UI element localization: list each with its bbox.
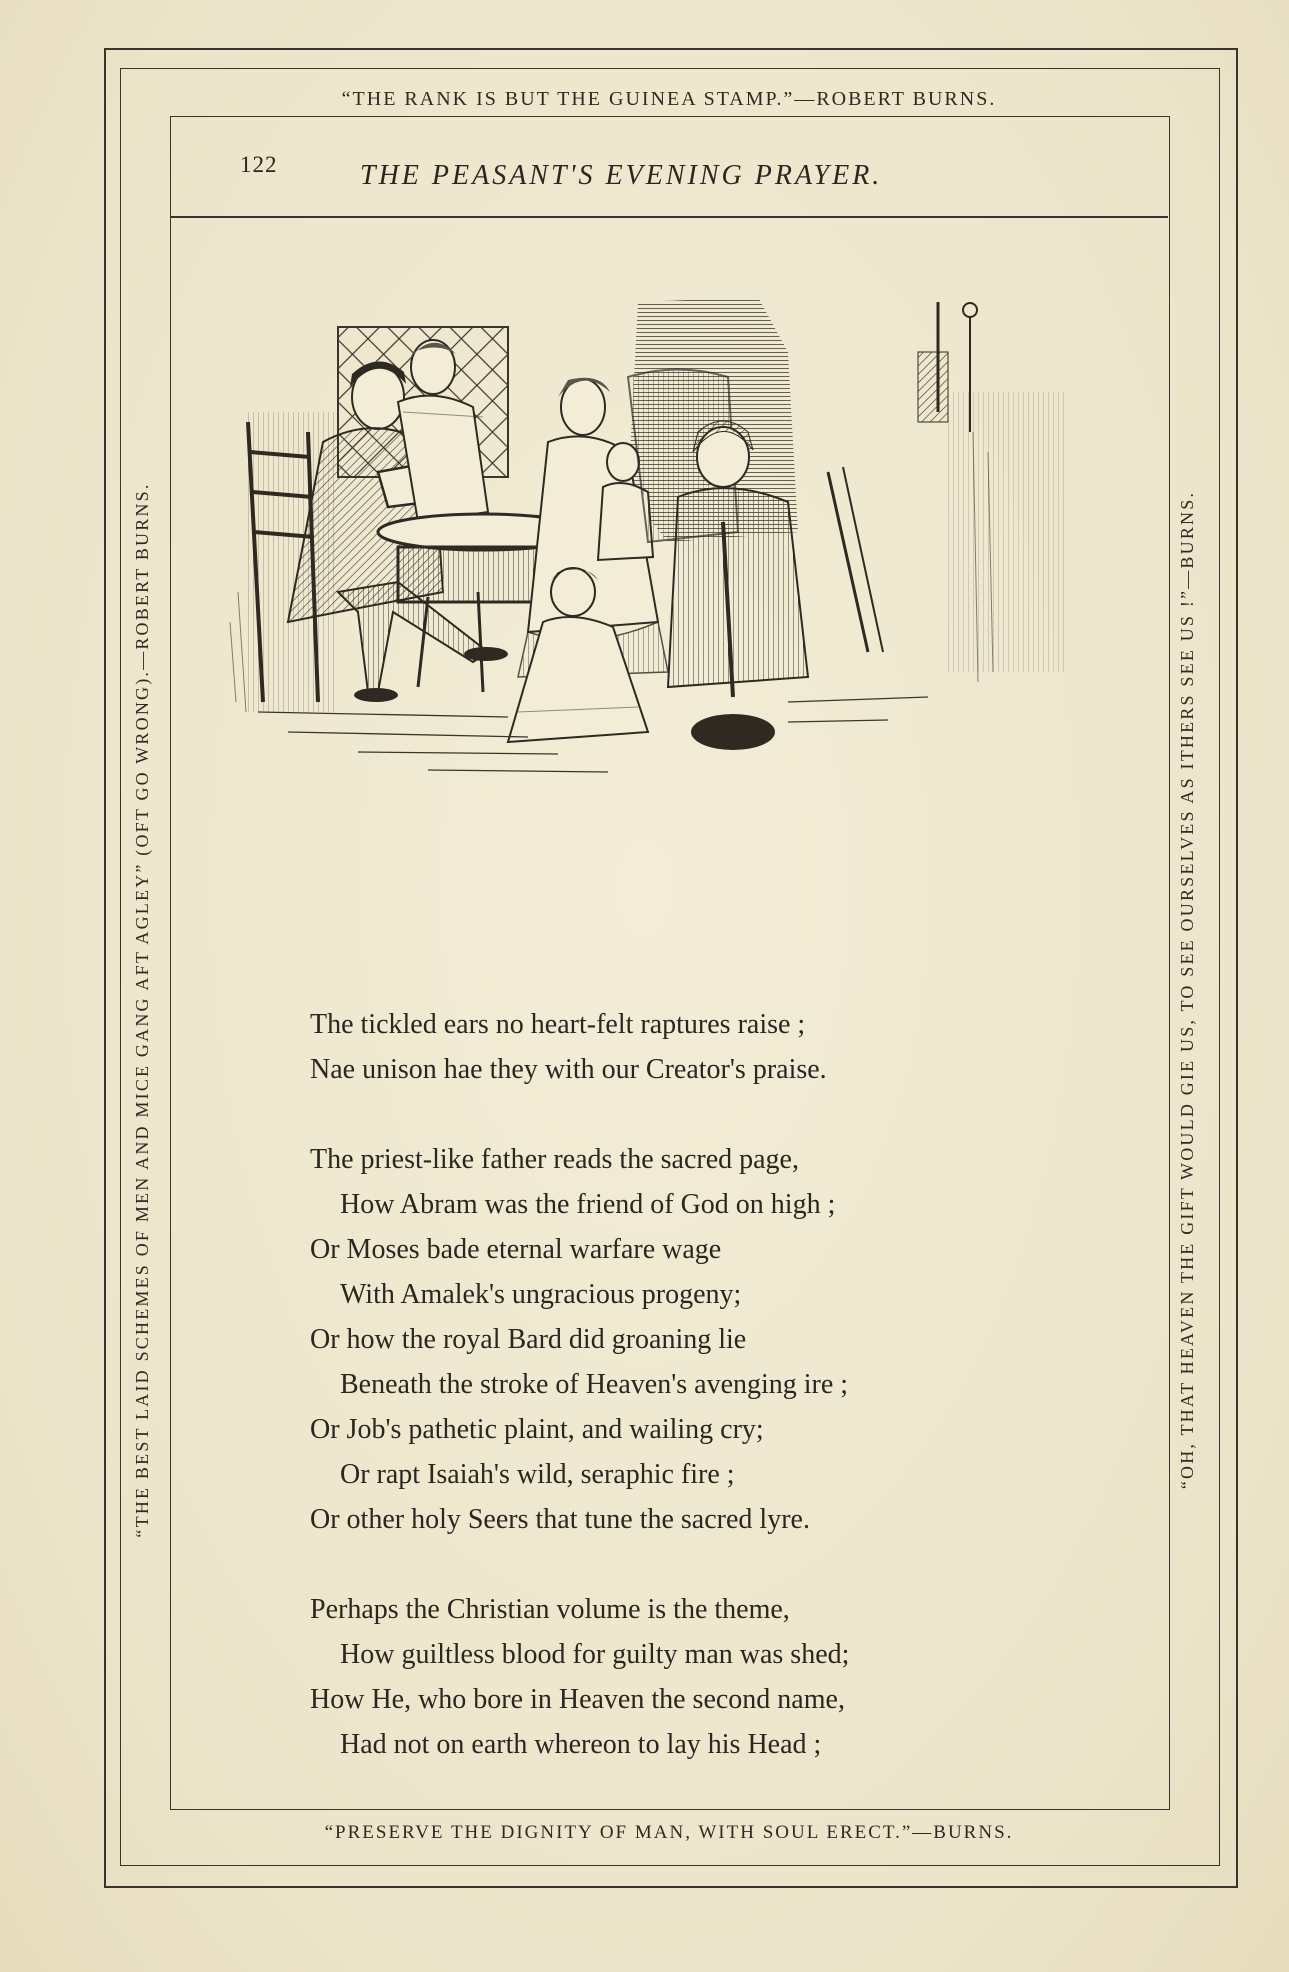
running-title: THE PEASANT'S EVENING PRAYER.: [360, 160, 883, 191]
border-quote-bottom: “PRESERVE THE DIGNITY OF MAN, WITH SOUL ERECT.”—BURNS.: [324, 1822, 1014, 1843]
poem-line: Had not on earth whereon to lay his Head ;: [340, 1729, 822, 1760]
sleeping-cat: [691, 714, 775, 750]
border-quote-right: “OH, THAT HEAVEN THE GIFT WOULD GIE US, TO SEE OURSELVES AS ITHERS SEE US !”—BURNS.: [1177, 490, 1197, 1490]
poem-line: The priest-like father reads the sacred page,: [310, 1144, 799, 1175]
poem-line: Or other holy Seers that tune the sacred lyre.: [310, 1504, 810, 1535]
poem-line: Beneath the stroke of Heaven's avenging ire ;: [340, 1369, 849, 1400]
border-quote-left: “THE BEST LAID SCHEMES OF MEN AND MICE GANG AFT AGLEY” (OFT GO WRONG).—ROBERT BURNS.: [132, 482, 152, 1538]
poem-line: How He, who bore in Heaven the second name,: [310, 1684, 845, 1715]
poem-line: How Abram was the friend of God on high ;: [340, 1189, 836, 1220]
poem-line: Perhaps the Christian volume is the theme,: [310, 1594, 790, 1625]
engraving-illustration: [228, 292, 1118, 982]
poem-text: [310, 1002, 1070, 1812]
poem-line: Nae unison hae they with our Creator's praise.: [310, 1054, 827, 1085]
stanza: [310, 1137, 1070, 1542]
poem-line: How guiltless blood for guilty man was shed;: [340, 1639, 850, 1670]
poem-line: Or Job's pathetic plaint, and wailing cry;: [310, 1414, 764, 1445]
poem-line: Or rapt Isaiah's wild, seraphic fire ;: [340, 1459, 735, 1490]
stanza: [310, 1587, 1070, 1767]
border-quote-top: “THE RANK IS BUT THE GUINEA STAMP.”—ROBERT BURNS.: [341, 88, 997, 110]
poem-line: Or Moses bade eternal warfare wage: [310, 1234, 722, 1265]
poem-line: Or how the royal Bard did groaning lie: [310, 1324, 747, 1355]
poem-line: With Amalek's ungracious progeny;: [340, 1279, 742, 1310]
stanza: [310, 1002, 1070, 1092]
header-rule: [170, 216, 1168, 218]
poem-line: The tickled ears no heart-felt raptures raise ;: [310, 1009, 806, 1040]
page-number: 122: [240, 152, 278, 177]
